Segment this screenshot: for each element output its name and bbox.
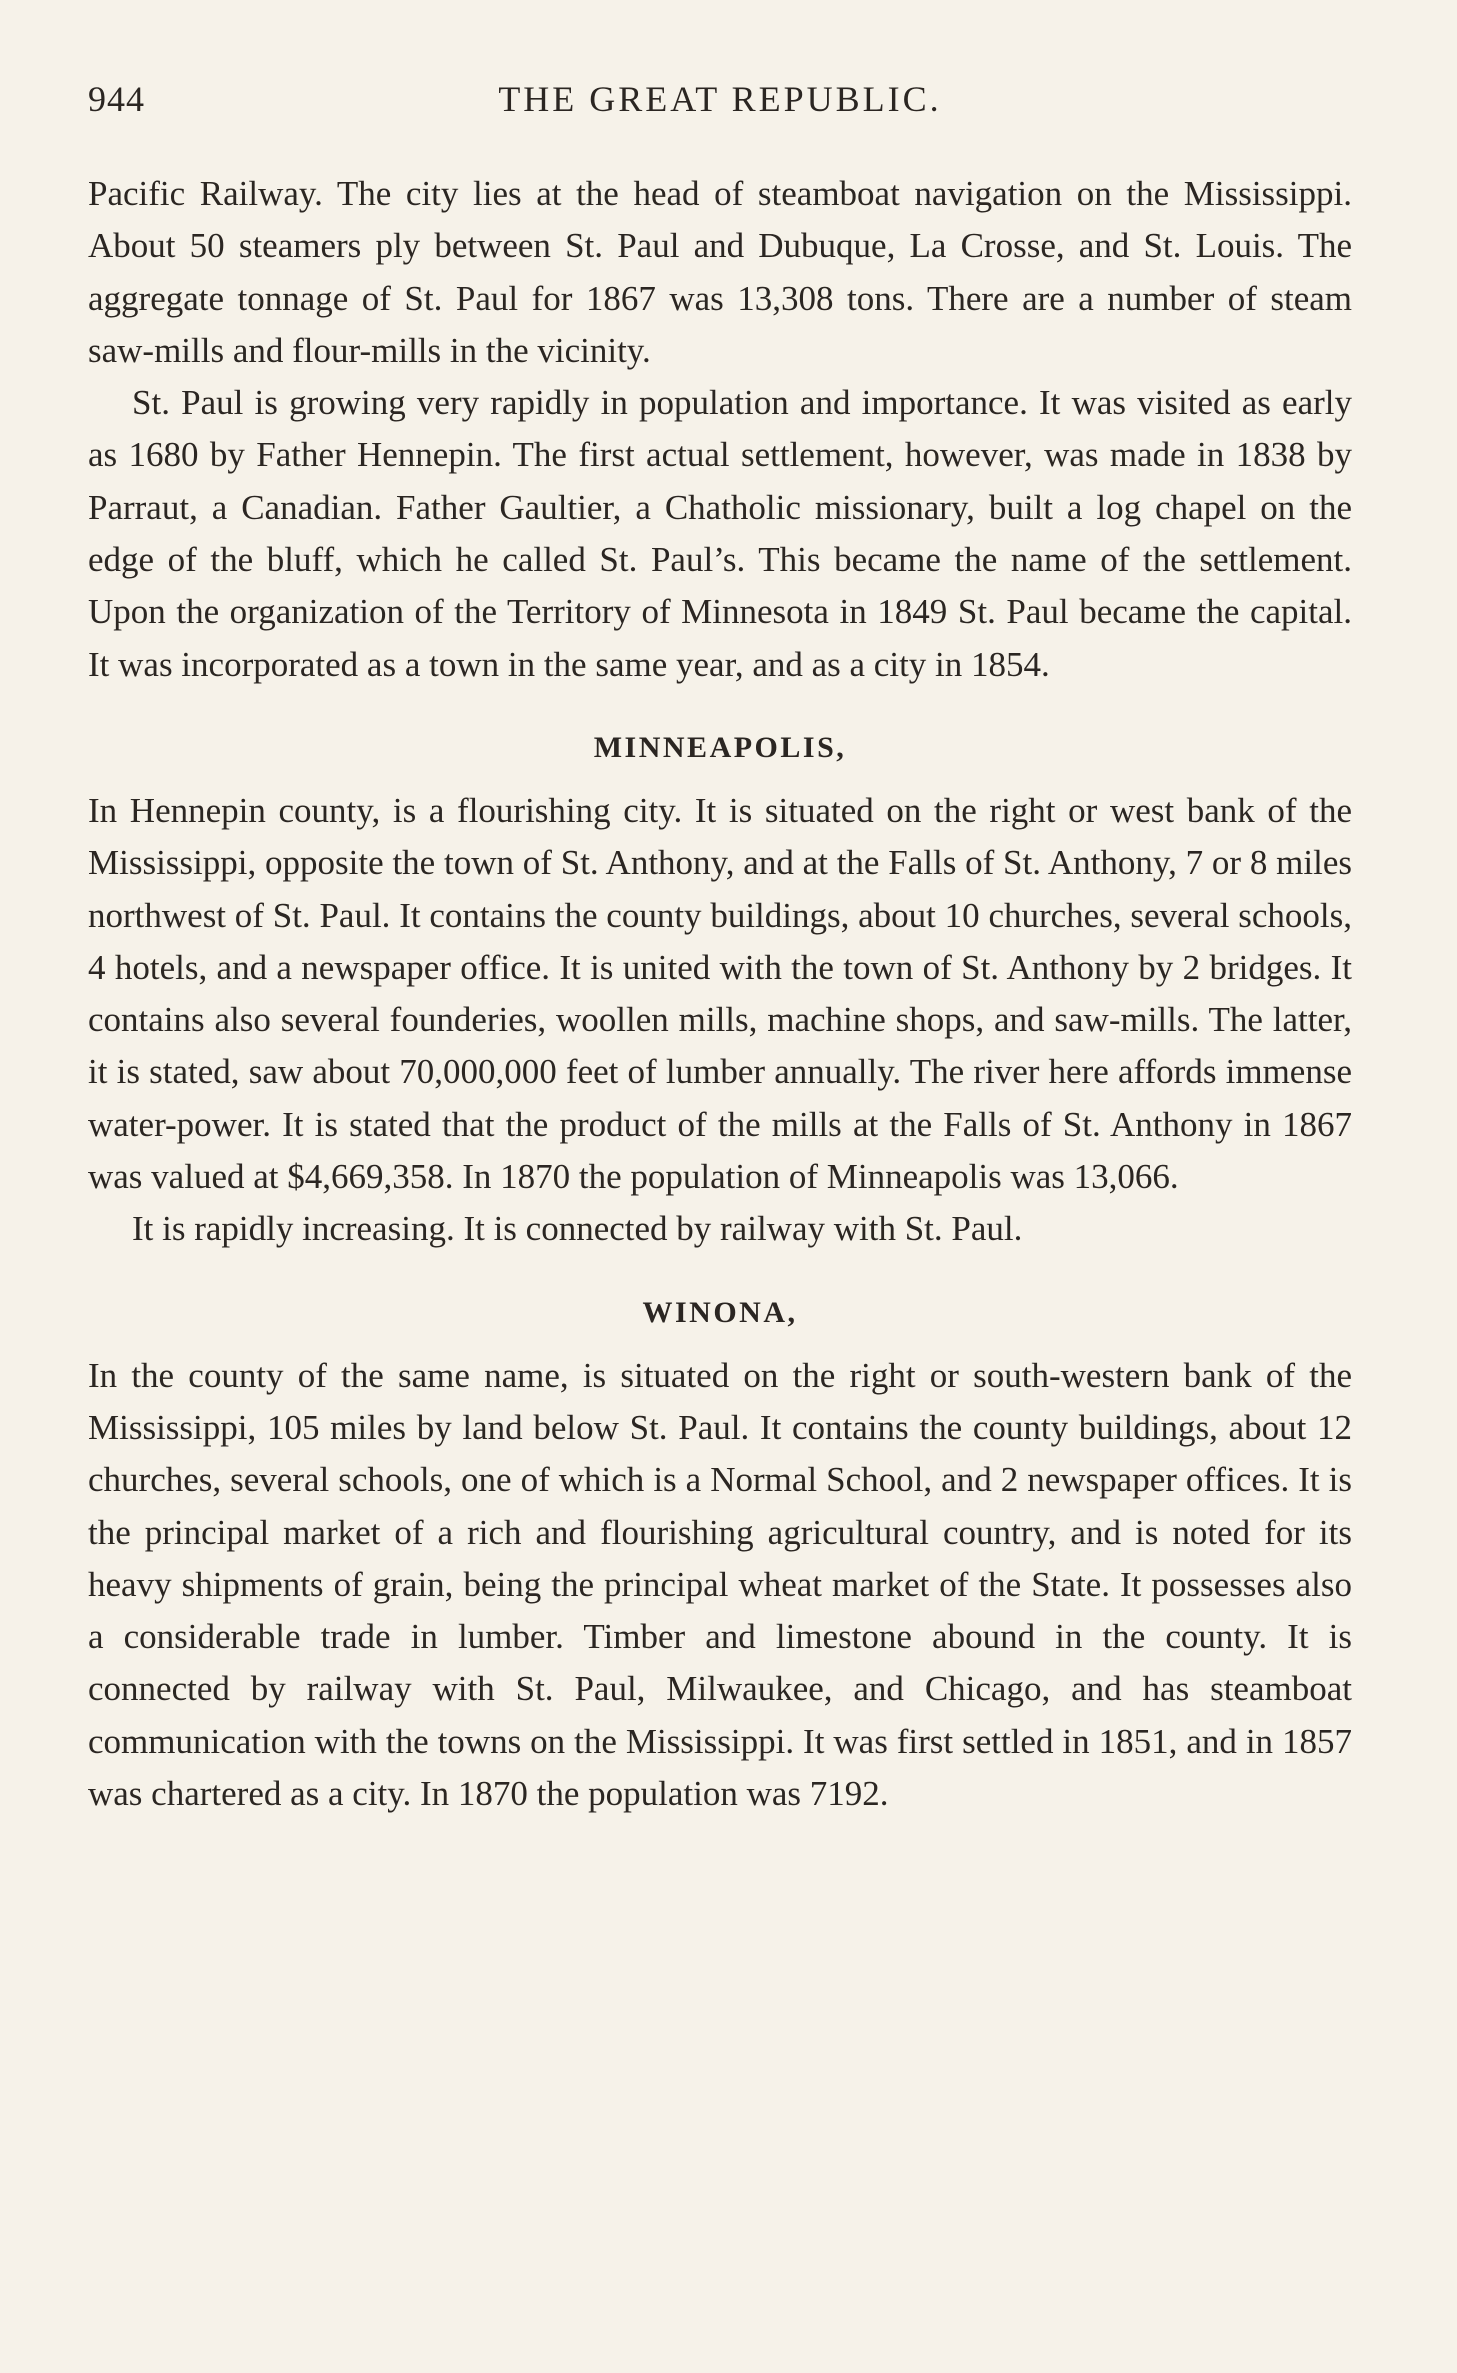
running-head [88, 70, 1352, 130]
winona-heading: WINONA, [642, 1295, 798, 1329]
book-page [88, 70, 1352, 1820]
st-paul-history-paragraph: St. Paul is growing very rapidly in population and importance. It was visited as early as 1680 by Father Hennepin. The first actual settlement, however, was made in 1838 by Parraut, a Canadian. Father Gaultier, a Chatholic missionary, built a log chapel on the edge of the bluff, which he called St. Paul’s. This became the name of the settlement. Upon the organization of the Territory of Minnesota in 1849 St. Paul became the capital. It was incorporated as a town in the same year, and as a city in 1854. [88, 383, 1352, 684]
minneapolis-paragraph: In Hennepin county, is a flourishing city. It is situated on the right or west bank of the Mississippi, opposite the town of St. Anthony, and at the Falls of St. Anthony, 7 or 8 miles northwest of St. Paul. It contains the county buildings, about 10 churches, several schools, 4 hotels, and a newspaper office. It is united with the town of St. Anthony by 2 bridges. It contains also several founderies, woollen mills, machine shops, and saw-mills. The latter, it is stated, saw about 70,000,000 feet of lumber annually. The river here affords immense water-power. It is stated that the product of the mills at the Falls of St. Anthony in 1867 was valued at $4,669,358. In 1870 the population of Minneapolis was 13,066. [88, 790, 1352, 1197]
minneapolis-heading: MINNEAPOLIS, [593, 730, 847, 764]
running-title: THE GREAT REPUBLIC. [498, 79, 942, 119]
page-number: 944 [88, 79, 145, 119]
winona-paragraph: In the county of the same name, is situated on the right or south-western bank of the Mississippi, 105 miles by land below St. Paul. It contains the county buildings, about 12 churches, several schools, one of which is a Normal School, and 2 newspaper offices. It is the principal market of a rich and flourishing agricultural country, and is noted for its heavy shipments of grain, being the principal wheat market of the State. It possesses also a considerable trade in lumber. Timber and limestone abound in the county. It is connected by railway with St. Paul, Milwaukee, and Chicago, and has steamboat communication with the towns on the Mississippi. It was first settled in 1851, and in 1857 was chartered as a city. In 1870 the population was 7192. [88, 1355, 1352, 1814]
minneapolis-paragraph-2: It is rapidly increasing. It is connected by railway with St. Paul. [132, 1209, 1023, 1249]
st-paul-paragraph-continued: Pacific Railway. The city lies at the head of steamboat navigation on the Mississippi. About 50 steamers ply between St. Paul and Dubuque, La Crosse, and St. Louis. The aggregate tonnage of St. Paul for 1867 was 13,308 tons. There are a number of steam saw-mills and flour-mills in the vicinity. [88, 174, 1352, 370]
